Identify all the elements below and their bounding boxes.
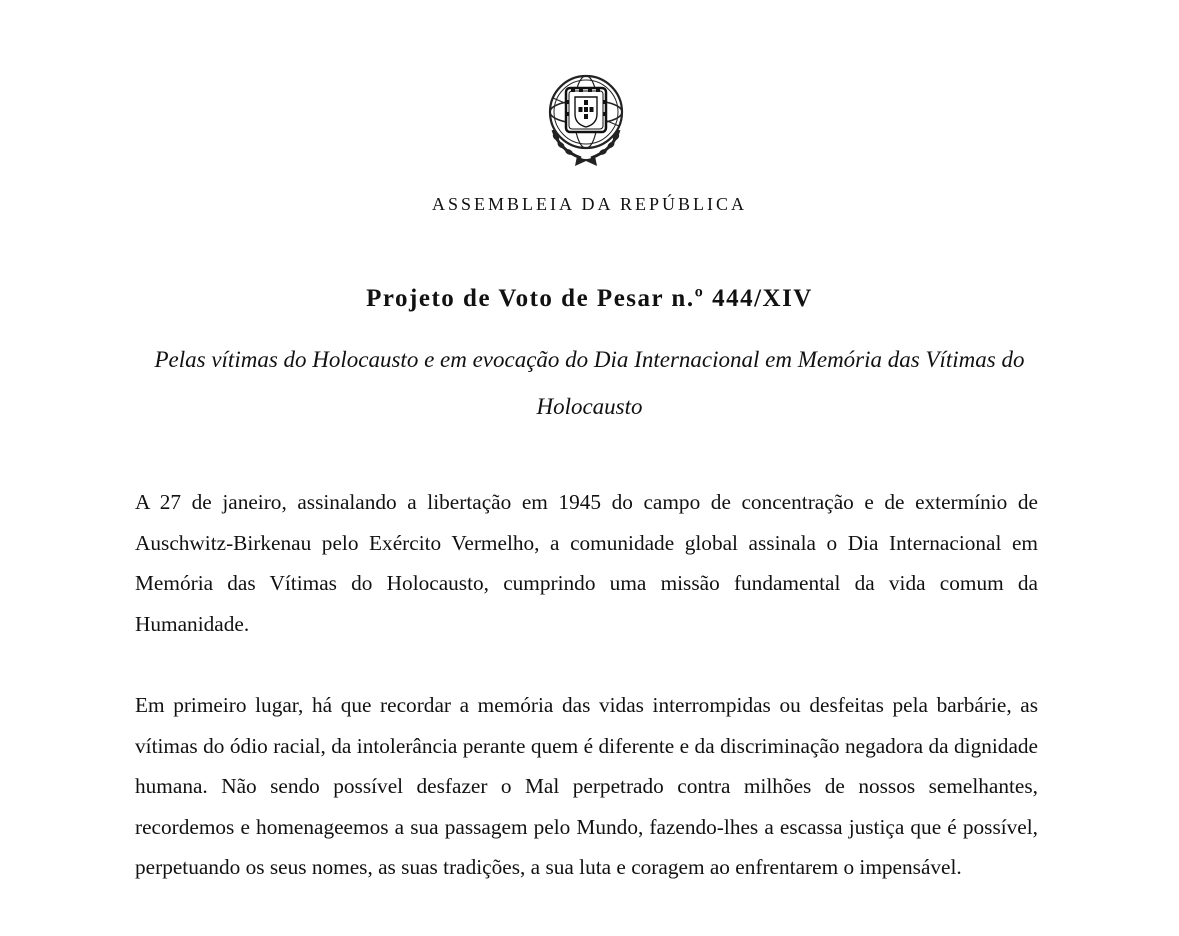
portuguese-coat-of-arms-icon: [541, 70, 631, 170]
document-title: Projeto de Voto de Pesar n.º 444/XIV: [366, 285, 813, 312]
institution-name: ASSEMBLEIA DA REPÚBLICA: [431, 194, 748, 214]
document-subtitle: Pelas vítimas do Holocausto e em evocação do Dia Internacional em Memória das Vítimas do Holocausto: [154, 347, 1025, 419]
body-paragraph-2: Em primeiro lugar, há que recordar a memória das vidas interrompidas ou desfeitas pela barbárie, as vítimas do ódio racial, da intolerância perante quem é diferente e da discriminação negadora da dignidade humana. Não sendo possível desfazer o Mal perpetrado contra milhões de nossos semelhantes, recordemos e homenageemos a sua passagem pelo Mundo, fazendo-lhes a escassa justiça que é possível, perpetuando os seus nomes, as suas tradições, a sua luta e coragem ao enfrentarem o impensável.: [135, 693, 1038, 880]
body-paragraph-1: A 27 de janeiro, assinalando a libertação em 1945 do campo de concentração e de extermínio de Auschwitz-Birkenau pelo Exército Vermelho, a comunidade global assinala o Dia Internacional em Memória das Vítimas do Holocausto, cumprindo uma missão fundamental da vida comum da Humanidade.: [135, 490, 1038, 636]
